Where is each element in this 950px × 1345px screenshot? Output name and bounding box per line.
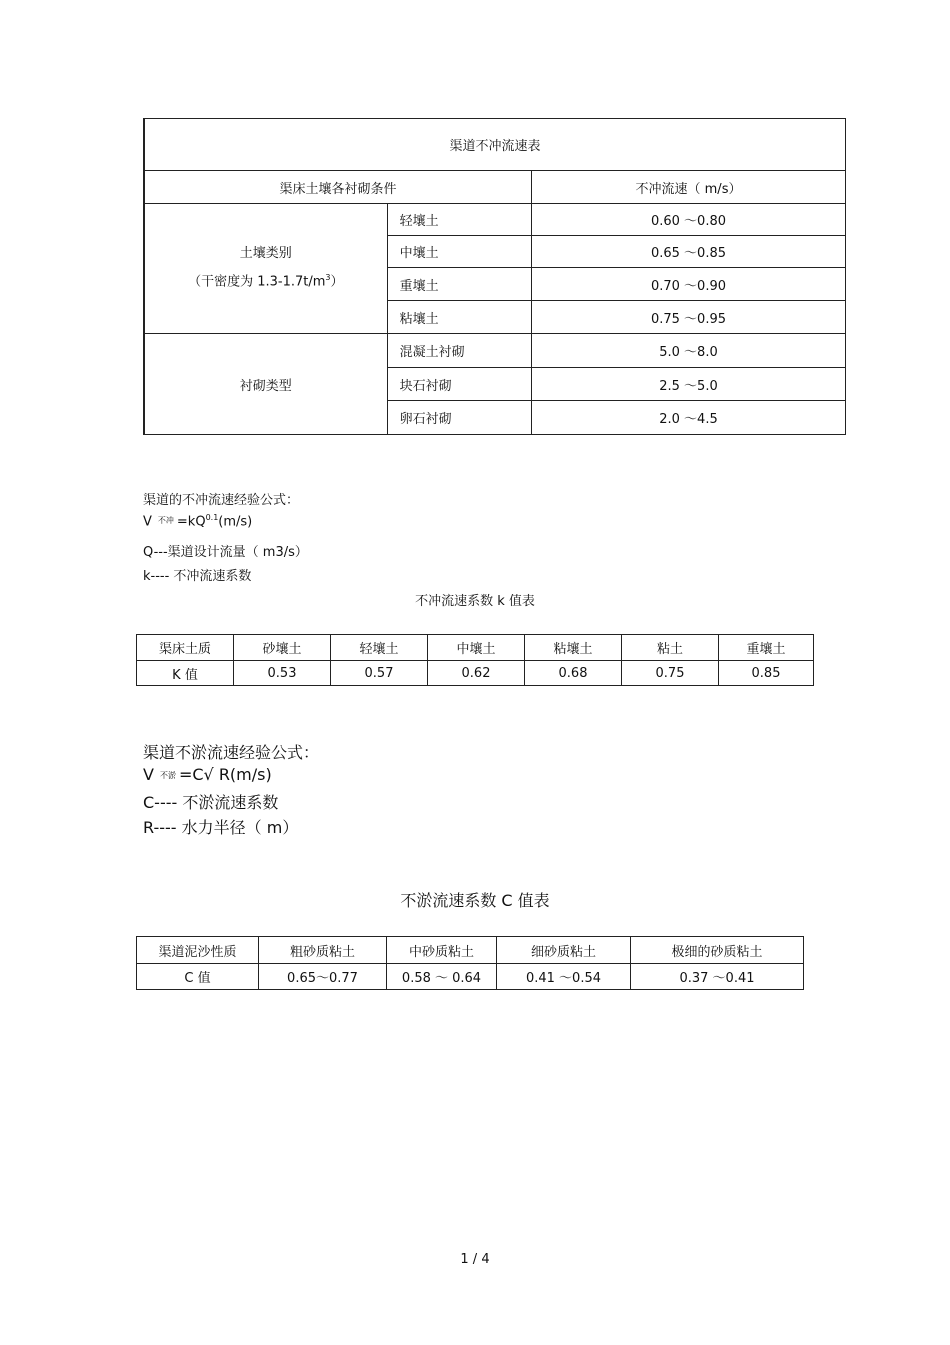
- lining-value: 2.0 ～4.5: [532, 401, 846, 435]
- table3-title: 不淤流速系数 C 值表: [400, 891, 550, 910]
- formula2-heading: 渠道不淤流速经验公式：: [143, 743, 320, 762]
- header-condition: 渠床土壤各衬砌条件: [144, 171, 532, 204]
- page-number: 1 / 4: [460, 1252, 490, 1267]
- formula2-v-sub: 不淤: [159, 771, 176, 780]
- c-value-cell: 0.41 ～0.54: [497, 964, 631, 990]
- k-value-cell: 0.62: [428, 661, 525, 686]
- lining-name: 卵石衬砌: [387, 401, 531, 435]
- soil-value: 0.70 ～0.90: [532, 268, 846, 301]
- formula2-equation: [143, 765, 272, 784]
- soil-group-close: ）: [330, 274, 344, 290]
- formula1-exp: 0.1: [205, 513, 219, 522]
- k-value-cell: 0.85: [719, 661, 814, 686]
- table1-title: 渠道不冲流速表: [144, 119, 846, 171]
- k-header-cell: 砂壤土: [234, 635, 331, 661]
- soil-group-line1: 土壤类别: [239, 246, 292, 262]
- formula1-equation: [143, 513, 252, 529]
- table2-title: 不冲流速系数 k 值表: [415, 594, 535, 609]
- soil-name: 中壤土: [387, 236, 531, 268]
- k-value-cell: 0.53: [234, 661, 331, 686]
- formula1-unit: (m/s): [218, 514, 253, 530]
- k-header-cell: 中壤土: [428, 635, 525, 661]
- c-value-cell: C 值: [137, 964, 259, 990]
- formula1-v: V: [143, 514, 152, 530]
- formula2-c-def: C---- 不淤流速系数: [143, 793, 279, 812]
- soil-name: 粘壤土: [387, 301, 531, 334]
- c-header-cell: 粗砂质粘土: [259, 937, 387, 964]
- lining-value: 5.0 ～8.0: [532, 334, 846, 368]
- soil-group-density: （干密度为 1.3-1.7t/m: [188, 274, 326, 290]
- lining-name: 混凝土衬砌: [387, 334, 531, 368]
- formula2-rhs: =C√ R(m/s): [178, 765, 272, 784]
- c-value-cell: 0.58 ～ 0.64: [387, 964, 497, 990]
- c-header-cell: 细砂质粘土: [497, 937, 631, 964]
- formula1-v-sub: 不冲: [157, 516, 174, 526]
- c-value-cell: 0.37 ～0.41: [631, 964, 804, 990]
- soil-name: 重壤土: [387, 268, 531, 301]
- k-header-cell: 渠床土质: [137, 635, 234, 661]
- c-value-table: [136, 936, 804, 990]
- c-value-cell: 0.65～0.77: [259, 964, 387, 990]
- k-value-cell: 0.57: [331, 661, 428, 686]
- k-header-cell: 粘土: [622, 635, 719, 661]
- k-value-cell: 0.75: [622, 661, 719, 686]
- lining-name: 块石衬砌: [387, 368, 531, 401]
- k-header-cell: 粘壤土: [525, 635, 622, 661]
- c-header-cell: 中砂质粘土: [387, 937, 497, 964]
- formula1-q-def: Q---渠道设计流量（ m3/s）: [143, 545, 308, 560]
- soil-name: 轻壤土: [387, 204, 531, 236]
- c-header-cell: 极细的砂质粘土: [631, 937, 804, 964]
- formula1-k-def: k---- 不冲流速系数: [143, 569, 252, 584]
- soil-group-label: [144, 204, 387, 334]
- formula1-heading: 渠道的不冲流速经验公式：: [143, 493, 300, 508]
- soil-value: 0.75 ～0.95: [532, 301, 846, 334]
- soil-value: 0.65 ～0.85: [532, 236, 846, 268]
- soil-value: 0.60 ～0.80: [532, 204, 846, 236]
- k-header-cell: 重壤土: [719, 635, 814, 661]
- k-value-cell: K 值: [137, 661, 234, 686]
- non-scouring-velocity-table: [143, 118, 846, 435]
- soil-group-sup: 3: [325, 273, 331, 283]
- header-velocity: 不冲流速（ m/s）: [532, 171, 846, 204]
- k-value-table: [136, 634, 814, 686]
- soil-group-line2: [145, 266, 387, 294]
- k-header-cell: 轻壤土: [331, 635, 428, 661]
- k-value-cell: 0.68: [525, 661, 622, 686]
- lining-group-label: 衬砌类型: [144, 334, 387, 435]
- lining-value: 2.5 ～5.0: [532, 368, 846, 401]
- formula2-r-def: R---- 水力半径（ m）: [143, 818, 299, 837]
- formula1-rhs: =kQ: [176, 514, 206, 530]
- formula2-v: V: [143, 765, 154, 784]
- c-header-cell: 渠道泥沙性质: [137, 937, 259, 964]
